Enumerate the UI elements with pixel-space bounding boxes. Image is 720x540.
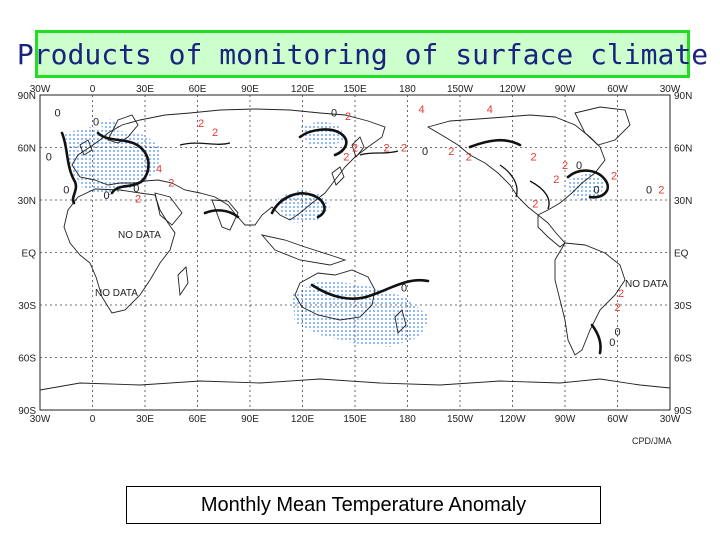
map-caption: Monthly Mean Temperature Anomaly [200, 493, 527, 516]
contour-value-label: 0 [330, 107, 338, 120]
longitude-tick-label: 120E [290, 85, 315, 95]
no-data-africa-south-label: NO DATA [95, 288, 138, 299]
longitude-tick-label: 30W [29, 85, 51, 95]
longitude-tick-label: 90E [241, 85, 259, 95]
contour-value-label: 0 [609, 336, 616, 349]
contour-value-label: 2 [343, 151, 350, 164]
longitude-tick-label: 30W [29, 414, 51, 425]
contour-value-label: 2 [610, 170, 618, 183]
latitude-tick-label: 30S [18, 301, 36, 312]
contour-value-label: 0 [614, 326, 621, 339]
contour-value-label: 0 [54, 107, 61, 120]
latitude-tick-label: 60S [674, 353, 692, 365]
contour-value-label: 0 [421, 146, 429, 158]
longitude-tick-label: 60E [188, 85, 207, 95]
contour-value-label: 2 [448, 146, 455, 158]
contour-value-label: 2 [553, 174, 560, 186]
contour-value-label: 0 [92, 116, 100, 129]
contour-value-label: 2 [532, 198, 539, 211]
latitude-labels-left [18, 91, 37, 417]
longitude-tick-label: 0 [89, 85, 96, 95]
contour-value-label: 4 [486, 104, 493, 116]
contour-value-label: 2 [561, 160, 569, 172]
contour-value-label: 2 [614, 301, 621, 314]
contour-value-label: 2 [383, 142, 390, 155]
longitude-tick-label: 120W [499, 85, 526, 95]
longitude-tick-label: 180 [399, 414, 416, 425]
longitude-tick-label: 90W [554, 85, 576, 95]
latitude-tick-label: 60S [18, 353, 36, 365]
longitude-labels-bottom [30, 414, 681, 425]
longitude-tick-label: 30E [136, 85, 154, 95]
longitude-tick-label: 120E [290, 414, 315, 425]
longitude-labels-top [30, 85, 681, 95]
longitude-tick-label: 90E [241, 414, 259, 425]
contour-value-label: 2 [344, 111, 352, 123]
contour-value-label: 0 [400, 282, 408, 295]
contour-value-label: 4 [155, 163, 163, 176]
longitude-tick-label: 150W [446, 85, 474, 95]
latitude-tick-label: EQ [21, 248, 36, 260]
latitude-tick-label: 30N [17, 196, 36, 207]
longitude-tick-label: 60E [188, 414, 207, 425]
latitude-tick-label: 90S [674, 406, 692, 417]
contour-value-label: 2 [530, 151, 537, 164]
longitude-tick-label: 30W [659, 414, 681, 425]
no-data-africa-north-label: NO DATA [118, 230, 161, 241]
title-box [16, 30, 709, 78]
latitude-labels-right [674, 91, 692, 417]
latitude-tick-label: 90S [18, 406, 36, 417]
latitude-tick-label: 30N [674, 196, 693, 207]
contour-value-label: 2 [134, 193, 142, 206]
contour-value-label: 0 [133, 182, 140, 195]
latitude-tick-label: 90N [17, 91, 36, 102]
no-data-south-america-label: NO DATA [625, 279, 668, 290]
contour-value-label: 2 [658, 184, 665, 197]
longitude-tick-label: 90W [554, 414, 576, 425]
latitude-tick-label: 60N [17, 143, 36, 155]
latitude-tick-label: 60N [674, 143, 693, 155]
latitude-tick-label: 90N [674, 91, 693, 102]
contour-value-label: 2 [400, 142, 408, 155]
contour-value-label: 4 [418, 104, 425, 116]
longitude-tick-label: 60W [607, 85, 628, 95]
longitude-tick-label: 60W [607, 414, 628, 425]
longitude-tick-label: 30W [659, 85, 681, 95]
contour-value-label: 0 [103, 189, 110, 202]
temperature-anomaly-map [0, 85, 720, 445]
contour-value-label: 0 [575, 160, 583, 172]
longitude-tick-label: 180 [399, 85, 416, 95]
longitude-tick-label: 120W [499, 414, 526, 425]
longitude-tick-label: 150E [343, 85, 367, 95]
contour-value-label: 0 [63, 184, 70, 197]
latitude-tick-label: 30S [674, 301, 692, 312]
contour-value-label: 2 [465, 151, 472, 164]
longitude-tick-label: 150W [446, 414, 474, 425]
contour-value-label: 2 [211, 126, 219, 139]
contour-value-label: 2 [617, 287, 625, 300]
caption-box [126, 486, 601, 524]
contour-value-label: 0 [593, 184, 600, 197]
page-title: Products of monitoring of surface climate [16, 37, 709, 71]
contour-value-label: 2 [168, 177, 175, 190]
contour-value-label: 0 [645, 184, 653, 197]
latitude-tick-label: EQ [674, 248, 689, 260]
longitude-tick-label: 150E [343, 414, 367, 425]
credit-label: CPD/JMA [632, 436, 672, 445]
longitude-tick-label: 0 [89, 414, 96, 425]
contour-value-label: 2 [197, 118, 205, 130]
contour-value-label: 0 [45, 151, 52, 164]
contour-value-label: 2 [351, 142, 359, 155]
longitude-tick-label: 30E [136, 414, 154, 425]
